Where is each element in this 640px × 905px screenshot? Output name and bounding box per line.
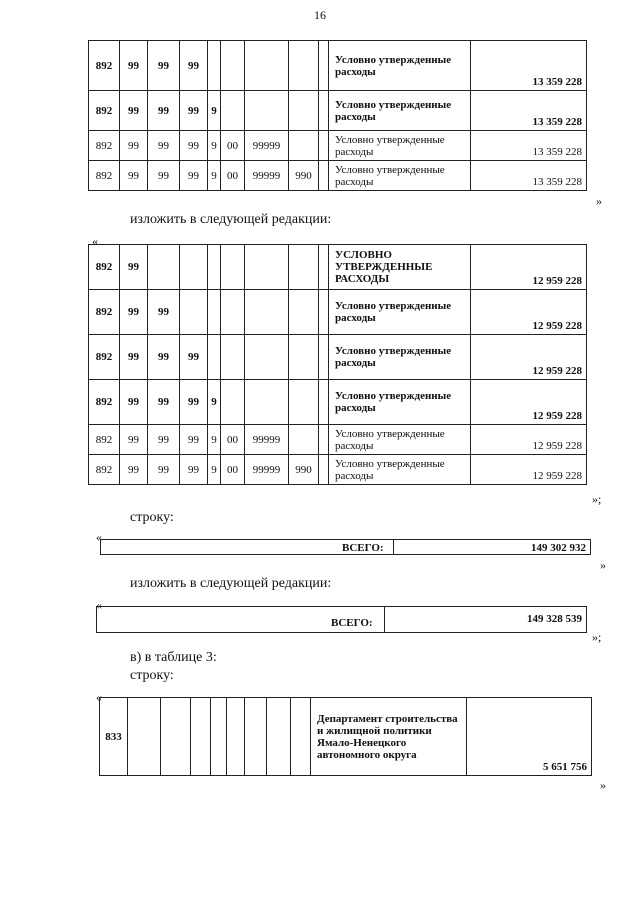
code-cell (221, 380, 245, 425)
value-cell: 12 959 228 (471, 425, 587, 455)
code-cell (319, 455, 329, 485)
total-old-row (100, 539, 591, 555)
code-cell (289, 290, 319, 335)
value-cell: 5 651 756 (467, 698, 592, 776)
code-cell (289, 245, 319, 290)
code-cell: 99 (120, 335, 148, 380)
table-row (89, 455, 587, 485)
code-cell (221, 290, 245, 335)
code-cell (180, 245, 208, 290)
code-cell: 99 (120, 161, 148, 191)
code-cell: 99 (120, 425, 148, 455)
code-cell: 99 (120, 41, 148, 91)
code-cell (245, 290, 289, 335)
close-quote-1: » (596, 194, 602, 208)
value-cell: 13 359 228 (471, 161, 587, 191)
code-cell (319, 91, 329, 131)
name-cell: Условно утвержденные расходы (329, 161, 471, 191)
code-cell: 99 (120, 245, 148, 290)
code-cell (208, 290, 221, 335)
table-new-conditional-expenses (88, 244, 587, 485)
page-number: 16 (314, 8, 326, 22)
code-cell (245, 698, 267, 776)
value-cell: 13 359 228 (471, 131, 587, 161)
code-cell: 99 (148, 290, 180, 335)
code-cell (245, 380, 289, 425)
code-cell (319, 131, 329, 161)
code-cell (245, 41, 289, 91)
code-cell: 892 (89, 380, 120, 425)
code-cell: 99 (148, 161, 180, 191)
text-table3: в) в таблице 3: (130, 650, 217, 665)
code-cell: 9 (208, 380, 221, 425)
code-cell (208, 41, 221, 91)
total-new-value: 149 328 539 (527, 613, 582, 625)
table-row (89, 161, 587, 191)
code-cell: 892 (89, 41, 120, 91)
code-cell (319, 161, 329, 191)
code-cell (291, 698, 311, 776)
code-cell: 9 (208, 161, 221, 191)
total-old-value: 149 302 932 (531, 542, 586, 554)
value-cell: 12 959 228 (471, 335, 587, 380)
code-cell: 99 (148, 131, 180, 161)
table-row (89, 380, 587, 425)
code-cell: 99 (180, 161, 208, 191)
text-edit-2: изложить в следующей редакции: (130, 576, 332, 591)
code-cell (221, 335, 245, 380)
close-quote-5: » (600, 778, 606, 792)
code-cell (289, 91, 319, 131)
table-row (89, 91, 587, 131)
code-cell: 892 (89, 290, 120, 335)
value-cell: 12 959 228 (471, 380, 587, 425)
code-cell: 990 (289, 455, 319, 485)
code-cell: 99 (180, 425, 208, 455)
value-cell: 13 359 228 (471, 91, 587, 131)
code-cell (289, 131, 319, 161)
code-cell: 892 (89, 91, 120, 131)
code-cell: 9 (208, 91, 221, 131)
table-row (89, 131, 587, 161)
name-cell: Условно утвержденные расходы (329, 380, 471, 425)
code-cell (289, 425, 319, 455)
name-cell: УСЛОВНО УТВЕРЖДЕННЫЕ РАСХОДЫ (329, 245, 471, 290)
code-cell (267, 698, 291, 776)
open-quote-4: « (96, 598, 102, 612)
code-cell: 99 (148, 455, 180, 485)
code-cell: 99 (180, 380, 208, 425)
text-edit-1: изложить в следующей редакции: (130, 212, 332, 227)
name-cell: Условно утвержденные расходы (329, 290, 471, 335)
code-cell: 9 (208, 425, 221, 455)
code-cell (245, 245, 289, 290)
code-cell (319, 380, 329, 425)
code-cell: 00 (221, 161, 245, 191)
code-cell: 99 (120, 455, 148, 485)
close-quote-4: »; (592, 630, 602, 644)
code-cell: 00 (221, 425, 245, 455)
code-cell: 99 (148, 425, 180, 455)
open-quote-5: « (96, 690, 102, 704)
code-cell (221, 91, 245, 131)
code-cell (211, 698, 227, 776)
code-cell (245, 335, 289, 380)
close-quote-2: »; (592, 492, 602, 506)
table-row (89, 245, 587, 290)
value-cell: 12 959 228 (471, 245, 587, 290)
code-cell: 99 (120, 380, 148, 425)
code-cell: 9 (208, 455, 221, 485)
table-old-conditional-expenses (88, 40, 587, 191)
code-cell: 9 (208, 131, 221, 161)
code-cell: 99999 (245, 131, 289, 161)
code-cell (180, 290, 208, 335)
code-cell (289, 335, 319, 380)
code-cell: 99 (120, 91, 148, 131)
code-cell (319, 290, 329, 335)
text-row-2: строку: (130, 668, 174, 683)
table-row (89, 425, 587, 455)
name-cell: Условно утвержденные расходы (329, 91, 471, 131)
code-cell: 892 (89, 161, 120, 191)
code-cell: 99 (180, 131, 208, 161)
code-cell: 99 (120, 290, 148, 335)
code-cell: 99 (180, 91, 208, 131)
open-quote-3: « (96, 530, 102, 544)
code-cell (161, 698, 191, 776)
code-cell: 99 (180, 455, 208, 485)
code-cell: 99 (120, 131, 148, 161)
code-cell (227, 698, 245, 776)
code-cell: 990 (289, 161, 319, 191)
value-cell: 12 959 228 (471, 290, 587, 335)
table-row (89, 290, 587, 335)
code-cell: 892 (89, 455, 120, 485)
total-old-label: ВСЕГО: (342, 542, 384, 554)
code-cell: 99999 (245, 425, 289, 455)
code-cell (221, 245, 245, 290)
name-cell: Условно утвержденные расходы (329, 335, 471, 380)
code-cell (191, 698, 211, 776)
code-cell (221, 41, 245, 91)
code-cell: 99999 (245, 455, 289, 485)
code-cell: 99 (180, 41, 208, 91)
code-cell (128, 698, 161, 776)
code-cell (208, 335, 221, 380)
code-cell: 892 (89, 131, 120, 161)
code-cell: 99 (148, 335, 180, 380)
table-department (99, 697, 592, 776)
code-cell: 99 (148, 91, 180, 131)
name-cell: Условно утвержденные расходы (329, 455, 471, 485)
code-cell (208, 245, 221, 290)
code-cell: 833 (100, 698, 128, 776)
code-cell: 892 (89, 245, 120, 290)
code-cell: 00 (221, 131, 245, 161)
total-new-label: ВСЕГО: (331, 617, 373, 629)
code-cell: 00 (221, 455, 245, 485)
table-row (89, 41, 587, 91)
code-cell: 892 (89, 335, 120, 380)
code-cell (245, 91, 289, 131)
value-cell: 13 359 228 (471, 41, 587, 91)
code-cell: 99 (148, 380, 180, 425)
total-new-row (96, 606, 587, 633)
table-row (100, 698, 592, 776)
code-cell (319, 335, 329, 380)
code-cell: 99999 (245, 161, 289, 191)
code-cell: 892 (89, 425, 120, 455)
code-cell: 99 (148, 41, 180, 91)
code-cell (319, 245, 329, 290)
value-cell: 12 959 228 (471, 455, 587, 485)
name-cell: Условно утвержденные расходы (329, 41, 471, 91)
table-row (89, 335, 587, 380)
code-cell (289, 41, 319, 91)
name-cell: Условно утвержденные расходы (329, 131, 471, 161)
open-quote-2: « (92, 234, 98, 248)
close-quote-3: » (600, 558, 606, 572)
name-cell: Департамент строительства и жилищной политики Ямало-Ненецкого автономного округа (311, 698, 467, 776)
code-cell (319, 425, 329, 455)
name-cell: Условно утвержденные расходы (329, 425, 471, 455)
code-cell (319, 41, 329, 91)
code-cell: 99 (180, 335, 208, 380)
text-row-1: строку: (130, 510, 174, 525)
code-cell (148, 245, 180, 290)
code-cell (289, 380, 319, 425)
